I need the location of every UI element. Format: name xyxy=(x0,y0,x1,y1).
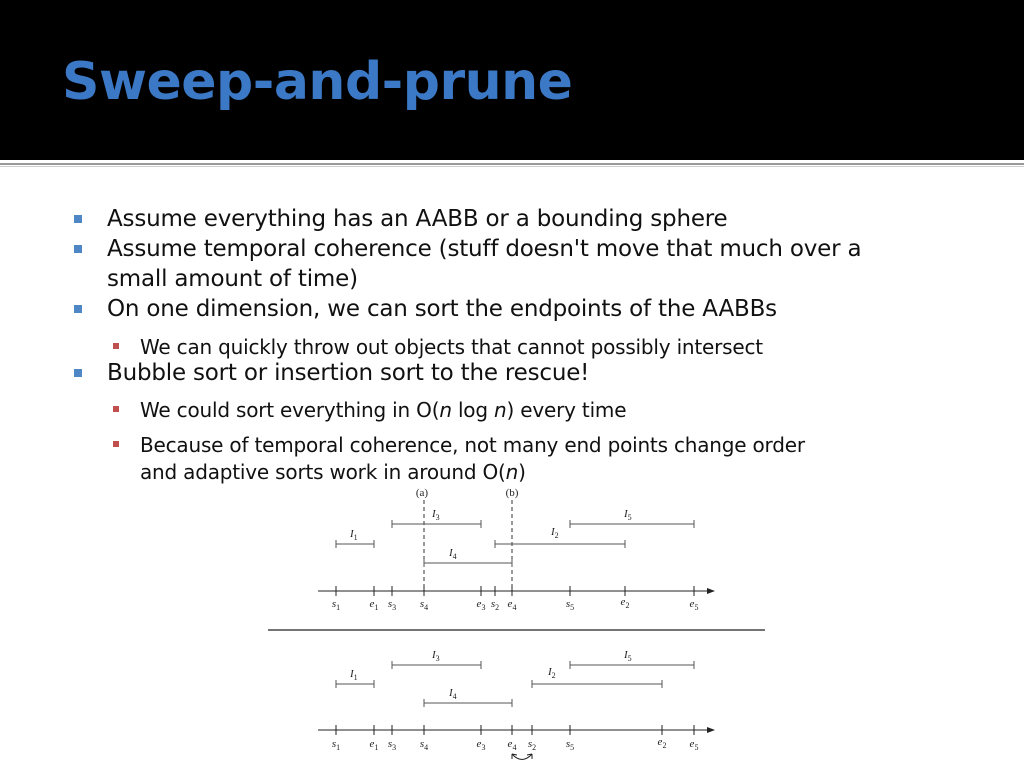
top-interval-label: $I_4$ xyxy=(449,547,457,561)
top-endpoint-label: $e_2$ xyxy=(620,596,630,610)
top-interval-label: $I_5$ xyxy=(624,508,632,522)
top-endpoint-label: $s_3$ xyxy=(387,598,397,612)
bottom-endpoint-label: $e_1$ xyxy=(369,738,379,752)
sub-bullet-n-log-n: We could sort everything in O(n log n) every time xyxy=(140,398,627,422)
top-endpoint-label: $s_4$ xyxy=(419,598,429,612)
bullet-temporal-line2: small amount of time) xyxy=(107,266,358,292)
bottom-interval-label: $I_4$ xyxy=(449,687,457,701)
bottom-endpoint-label: $e_5$ xyxy=(689,738,699,752)
bottom-endpoint-label: $s_3$ xyxy=(387,738,397,752)
top-endpoint-label: $s_2$ xyxy=(490,598,500,612)
top-endpoint-label: $s_5$ xyxy=(565,598,575,612)
bottom-intervals xyxy=(336,661,694,707)
slide-title: Sweep-and-prune xyxy=(62,52,573,112)
top-diagram xyxy=(318,508,714,612)
bottom-interval-label: $I_2$ xyxy=(548,666,556,680)
bottom-endpoint-label: $e_4$ xyxy=(507,738,517,752)
bullet-sort-endpoints: On one dimension, we can sort the endpoints of the AABBs xyxy=(107,296,777,322)
bullet-temporal-line1: Assume temporal coherence (stuff doesn't move that much over a xyxy=(107,236,862,262)
bottom-endpoint-label: $e_2$ xyxy=(657,736,667,750)
top-interval-label: $I_2$ xyxy=(551,526,559,540)
sub-bullet-coherence-line1: Because of temporal coherence, not many end points change order xyxy=(140,433,805,457)
bottom-endpoint-label: $s_2$ xyxy=(527,738,537,752)
top-endpoint-label: $e_5$ xyxy=(689,598,699,612)
marker-a-label: (a) xyxy=(415,487,429,499)
sub-bullet-coherence-line2: and adaptive sorts work in around O(n) xyxy=(140,460,526,484)
bullet-bubble-sort: Bubble sort or insertion sort to the rescue! xyxy=(107,360,590,386)
bottom-endpoint-label: $e_3$ xyxy=(476,738,486,752)
bottom-interval-label: $I_1$ xyxy=(350,668,358,682)
top-interval-label: $I_1$ xyxy=(350,528,358,542)
bottom-endpoint-label: $s_5$ xyxy=(565,738,575,752)
bottom-endpoint-label: $s_4$ xyxy=(419,738,429,752)
top-endpoint-label: $e_3$ xyxy=(476,598,486,612)
bottom-interval-label: $I_5$ xyxy=(624,649,632,663)
bottom-endpoint-label: $s_1$ xyxy=(331,738,341,752)
bottom-endpoint-labels xyxy=(332,736,699,752)
bottom-interval-label: $I_3$ xyxy=(432,649,440,663)
top-endpoint-label: $e_1$ xyxy=(369,598,379,612)
top-endpoint-labels xyxy=(332,596,699,612)
bullet-aabb: Assume everything has an AABB or a bounding sphere xyxy=(107,206,728,232)
sub-bullet-throw-out: We can quickly throw out objects that cannot possibly intersect xyxy=(140,335,763,359)
top-interval-label: $I_3$ xyxy=(432,508,440,522)
top-endpoint-label: $e_4$ xyxy=(507,598,517,612)
bottom-diagram xyxy=(318,649,714,760)
top-interval-labels xyxy=(349,508,632,561)
top-endpoint-label: $s_1$ xyxy=(331,598,341,612)
marker-b-label: (b) xyxy=(505,487,519,499)
top-intervals xyxy=(336,520,694,567)
bottom-interval-labels xyxy=(349,649,632,701)
